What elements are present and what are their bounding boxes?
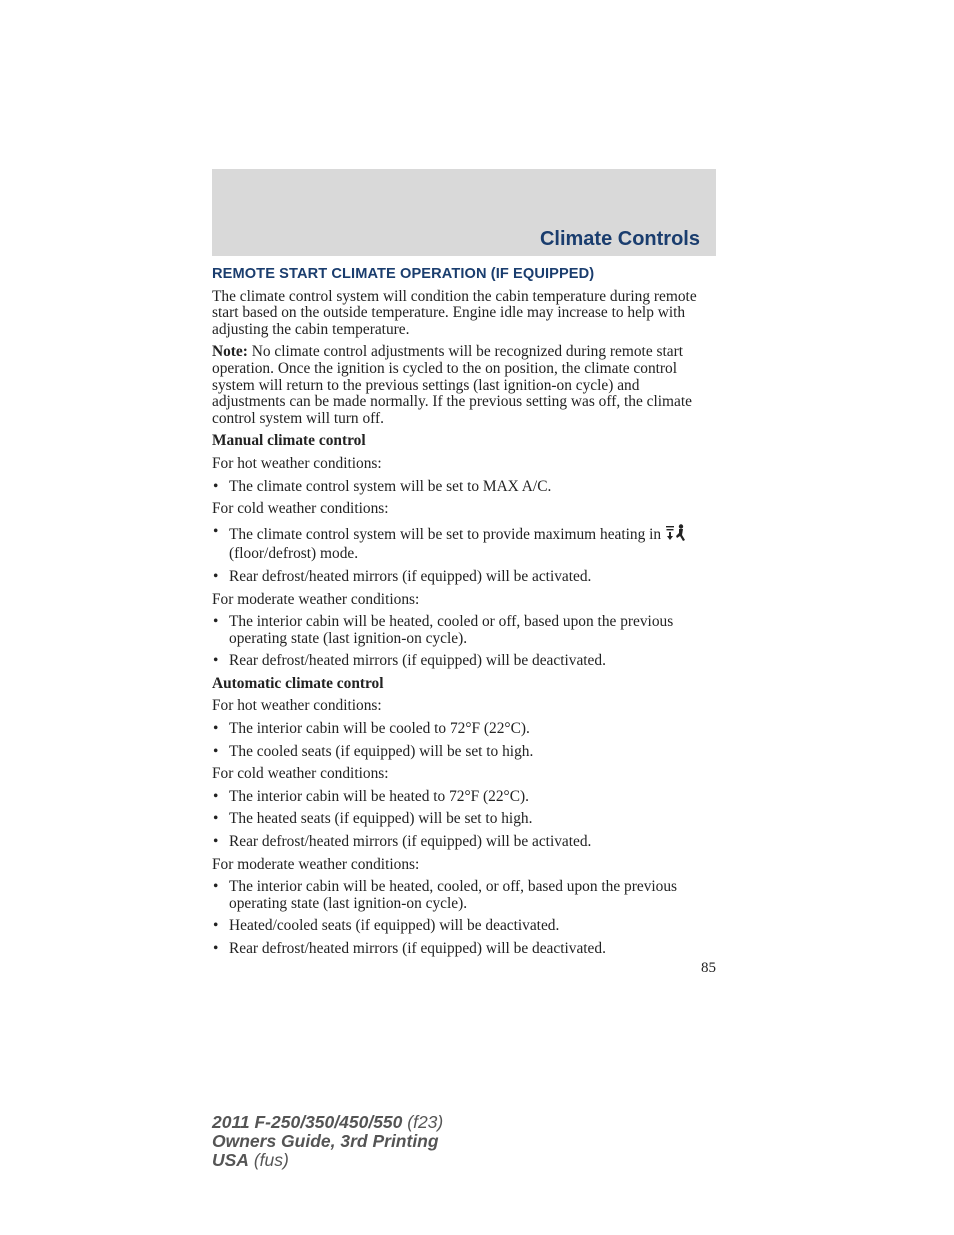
cold-item-text-before: The climate control system will be set to provide maximum heating in (229, 525, 662, 543)
page-number: 85 (701, 960, 716, 976)
manual-moderate-label: For moderate weather conditions: (212, 590, 420, 608)
footer-model-code: (f23) (402, 1112, 444, 1132)
manual-hot-list (212, 479, 716, 496)
document-footer (212, 1113, 443, 1170)
footer-market-code: (fus) (248, 1150, 289, 1170)
note-label: Note: (212, 343, 248, 361)
chapter-title: Climate Controls (539, 228, 700, 250)
list-item: • The cooled seats (if equipped) will be set to high. (212, 744, 716, 761)
list-item: • The interior cabin will be cooled to 72°F (22°C). (212, 721, 716, 738)
intro-paragraph: The climate control system will condition the cabin temperature during remote start based on the outside temperature. Engine idle may increase to help with adjusting the cabin temperature. (212, 287, 697, 338)
automatic-moderate-list (212, 879, 716, 957)
list-item: • The interior cabin will be heated, cooled or off, based upon the previous operating state (last ignition-on cycle). (212, 614, 716, 647)
footer-market: USA (212, 1150, 249, 1170)
automatic-hot-list (212, 721, 716, 760)
cold-item-text-after: (floor/defrost) mode. (229, 545, 359, 563)
automatic-moderate-label: For moderate weather conditions: (212, 855, 420, 873)
footer-line-market (212, 1151, 443, 1170)
list-item: • The interior cabin will be heated, cooled, or off, based upon the previous operating state (last ignition-on cycle). (212, 879, 716, 912)
list-item: • Heated/cooled seats (if equipped) will be deactivated. (212, 918, 716, 935)
footer-line-printing: Owners Guide, 3rd Printing (212, 1131, 439, 1151)
list-item: • The climate control system will be set to MAX A/C. (212, 479, 716, 496)
list-item: • Rear defrost/heated mirrors (if equipped) will be activated. (212, 834, 716, 851)
manual-hot-label: For hot weather conditions: (212, 454, 382, 472)
automatic-heading: Automatic climate control (212, 674, 384, 692)
list-item: • The heated seats (if equipped) will be set to high. (212, 811, 716, 828)
section-heading: REMOTE START CLIMATE OPERATION (IF EQUIPPED) (212, 266, 595, 282)
automatic-cold-label: For cold weather conditions: (212, 765, 389, 783)
manual-cold-list (212, 524, 716, 586)
list-item: • The interior cabin will be heated to 72°F (22°C). (212, 789, 716, 806)
manual-heading: Manual climate control (212, 432, 366, 450)
manual-cold-label: For cold weather conditions: (212, 500, 389, 518)
note-paragraph (212, 344, 716, 427)
manual-moderate-list (212, 614, 716, 670)
automatic-cold-list (212, 789, 716, 851)
list-item: • Rear defrost/heated mirrors (if equipped) will be deactivated. (212, 941, 716, 958)
note-text: No climate control adjustments will be recognized during remote start operation. Once the ignition is cycled to the on position, the climate control system will return to the previous settings (last ignition-on cycle) and adjustments can be made normally. If the previous setting was off, the climate control system will turn off. (212, 343, 692, 427)
list-item (212, 524, 716, 563)
list-item: • Rear defrost/heated mirrors (if equipped) will be deactivated. (212, 653, 716, 670)
footer-model: 2011 F-250/350/450/550 (212, 1112, 403, 1132)
list-item: • Rear defrost/heated mirrors (if equipped) will be activated. (212, 569, 716, 586)
floor-defrost-icon (664, 524, 686, 547)
footer-line-model (212, 1113, 443, 1132)
page-content (212, 266, 716, 964)
automatic-hot-label: For hot weather conditions: (212, 697, 382, 715)
chapter-header-band (212, 169, 716, 256)
